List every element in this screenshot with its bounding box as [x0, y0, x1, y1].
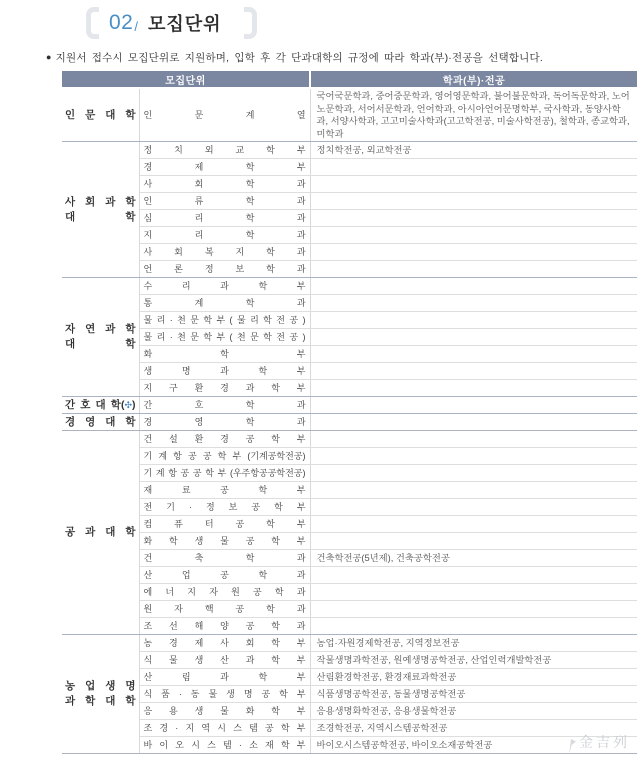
- table-row: [62, 703, 637, 720]
- watermark: [566, 732, 630, 756]
- department-cell: 경 제 학 부: [139, 159, 310, 176]
- table-row: [62, 278, 637, 295]
- table-row: [62, 618, 637, 635]
- page-title: 모집단위: [147, 14, 222, 34]
- department-cell: 조 경 · 지 역 시 스 템 공 학 부: [139, 720, 310, 737]
- majors-cell: [310, 346, 637, 363]
- department-cell: 화 학 생 물 공 학 부: [139, 533, 310, 550]
- department-cell: 응 용 생 물 화 학 부: [139, 703, 310, 720]
- section-title: [86, 5, 257, 41]
- majors-cell: [310, 397, 637, 414]
- table-row: [62, 448, 637, 465]
- department-cell: 간 호 학 과: [139, 397, 310, 414]
- majors-cell: [310, 448, 637, 465]
- table-row: [62, 482, 637, 499]
- department-cell: 사 회 학 과: [139, 176, 310, 193]
- majors-cell: [310, 295, 637, 312]
- majors-cell: [310, 159, 637, 176]
- majors-cell: [310, 567, 637, 584]
- majors-cell: 농업·자원경제학전공, 지역정보전공: [310, 635, 637, 652]
- table-row: [62, 686, 637, 703]
- table-body: [62, 88, 637, 757]
- table-row: [62, 210, 637, 227]
- majors-cell: [310, 380, 637, 397]
- watermark-text: 金吉列: [579, 734, 630, 750]
- header-majors: 학과(부)·전공: [310, 71, 637, 88]
- department-cell: 사 회 복 지 학 과: [139, 244, 310, 261]
- table-row: [62, 142, 637, 159]
- majors-cell: [310, 499, 637, 516]
- majors-cell: [310, 601, 637, 618]
- department-cell: 인 문 계 열: [139, 88, 310, 142]
- department-cell: 기 계 항 공 공 학 부 (우주항공공학전공): [139, 465, 310, 482]
- bullet-icon: ●: [46, 52, 52, 62]
- majors-cell: [310, 431, 637, 448]
- department-cell: 기 계 항 공 공 학 부 (기계공학전공): [139, 448, 310, 465]
- majors-cell: 산림환경학전공, 환경재료과학전공: [310, 669, 637, 686]
- department-cell: 통 계 학 과: [139, 295, 310, 312]
- department-cell: 생 명 과 학 부: [139, 363, 310, 380]
- department-cell: 수 리 과 학 부: [139, 278, 310, 295]
- college-cell: 농 업 생 명 과 학 대 학: [62, 635, 139, 754]
- table-row: [62, 295, 637, 312]
- watermark-logo-icon: [566, 738, 577, 756]
- nursing-cross-icon: ✣: [124, 399, 132, 410]
- table-row: [62, 244, 637, 261]
- table-row: [62, 346, 637, 363]
- table-header: [62, 71, 637, 88]
- table-row: [62, 635, 637, 652]
- majors-cell: [310, 533, 637, 550]
- majors-cell: 조경학전공, 지역시스템공학전공: [310, 720, 637, 737]
- department-cell: 화 학 부: [139, 346, 310, 363]
- majors-cell: [310, 244, 637, 261]
- department-cell: 건 축 학 과: [139, 550, 310, 567]
- department-cell: 산 림 과 학 부: [139, 669, 310, 686]
- header-recruitment-unit: 모집단위: [62, 71, 310, 88]
- majors-cell: 작물생명과학전공, 원예생명공학전공, 산업인력개발학전공: [310, 652, 637, 669]
- table-row: [62, 567, 637, 584]
- majors-cell: [310, 482, 637, 499]
- table-row: [62, 329, 637, 346]
- title-bracket-right-icon: [244, 7, 257, 39]
- department-cell: 원 자 핵 공 학 과: [139, 601, 310, 618]
- college-cell: 인 문 대 학: [62, 88, 139, 142]
- majors-cell: [310, 516, 637, 533]
- title-bracket-left-icon: [86, 7, 99, 39]
- table-row: [62, 465, 637, 482]
- department-cell: 언 론 정 보 학 과: [139, 261, 310, 278]
- department-cell: 산 업 공 학 과: [139, 567, 310, 584]
- majors-cell: 바이오시스템공학전공, 바이오소재공학전공: [310, 737, 637, 754]
- department-cell: 재 료 공 학 부: [139, 482, 310, 499]
- department-cell: 지 구 환 경 과 학 부: [139, 380, 310, 397]
- majors-cell: [310, 414, 637, 431]
- department-cell: 물 리 · 천 문 학 부 ( 천 문 학 전 공 ): [139, 329, 310, 346]
- department-cell: 식 물 생 산 과 학 부: [139, 652, 310, 669]
- table-row: [62, 88, 637, 142]
- table-row: [62, 601, 637, 618]
- section-number: 02: [109, 11, 134, 34]
- intro-text: 지원서 접수시 모집단위로 지원하며, 입학 후 각 단과대학의 규정에 따라 학과(부)·전공을 선택합니다.: [55, 52, 543, 64]
- majors-cell: [310, 261, 637, 278]
- department-cell: 건 설 환 경 공 학 부: [139, 431, 310, 448]
- majors-cell: 건축학전공(5년제), 건축공학전공: [310, 550, 637, 567]
- majors-cell: [310, 278, 637, 295]
- table-row: [62, 227, 637, 244]
- department-cell: 심 리 학 과: [139, 210, 310, 227]
- majors-cell: [310, 227, 637, 244]
- department-cell: 인 류 학 과: [139, 193, 310, 210]
- department-cell: 전 기 · 정 보 공 학 부: [139, 499, 310, 516]
- table-row: [62, 261, 637, 278]
- college-cell: 간 호 대 학(✣): [62, 397, 139, 414]
- department-cell: 지 리 학 과: [139, 227, 310, 244]
- table-row: [62, 312, 637, 329]
- college-cell: 공 과 대 학: [62, 431, 139, 635]
- college-cell: 사 회 과 학 대 학: [62, 142, 139, 278]
- college-cell: 경 영 대 학: [62, 414, 139, 431]
- table-row: [62, 431, 637, 448]
- table-row: [62, 176, 637, 193]
- table-row: [62, 516, 637, 533]
- intro-line: [46, 50, 631, 65]
- majors-cell: [310, 329, 637, 346]
- table-row: [62, 193, 637, 210]
- majors-cell: [310, 465, 637, 482]
- table-row: [62, 414, 637, 431]
- section-number-slash: /: [134, 18, 138, 34]
- table-row: [62, 652, 637, 669]
- department-cell: 에 너 지 자 원 공 학 과: [139, 584, 310, 601]
- table-row: [62, 499, 637, 516]
- watermark-dots: · · · · · ·: [579, 751, 629, 757]
- majors-cell: 응용생명화학전공, 응용생물학전공: [310, 703, 637, 720]
- table-row: [62, 159, 637, 176]
- majors-cell: [310, 176, 637, 193]
- table-row: [62, 584, 637, 601]
- majors-cell: [310, 363, 637, 380]
- table-row: [62, 533, 637, 550]
- department-cell: 바 이 오 시 스 템 · 소 재 학 부: [139, 737, 310, 754]
- table-row: [62, 397, 637, 414]
- table-row: [62, 737, 637, 754]
- majors-cell: 정치학전공, 외교학전공: [310, 142, 637, 159]
- majors-cell: [310, 312, 637, 329]
- table-row: [62, 363, 637, 380]
- college-cell: 자 연 과 학 대 학: [62, 278, 139, 397]
- department-cell: 정 치 외 교 학 부: [139, 142, 310, 159]
- recruitment-table: [62, 71, 637, 757]
- table-row: [62, 380, 637, 397]
- majors-cell: 식품생명공학전공, 동물생명공학전공: [310, 686, 637, 703]
- department-cell: 물 리 · 천 문 학 부 ( 물 리 학 전 공 ): [139, 312, 310, 329]
- majors-cell: [310, 210, 637, 227]
- department-cell: 조 선 해 양 공 학 과: [139, 618, 310, 635]
- department-cell: 경 영 학 과: [139, 414, 310, 431]
- majors-cell: [310, 618, 637, 635]
- department-cell: 농 경 제 사 회 학 부: [139, 635, 310, 652]
- majors-cell: 국어국문학과, 중어중문학과, 영어영문학과, 불어불문학과, 독어독문학과, 노어노문학과, 서어서문학과, 언어학과, 아시아언어문명학부, 국사학과, 동양사학과, 서양사학과, 고고미술사학과(고고학전공, 미술사학전공), 철학과, 종교학과, 미학과: [310, 88, 637, 142]
- majors-cell: [310, 584, 637, 601]
- department-cell: 컴 퓨 터 공 학 부: [139, 516, 310, 533]
- table-row: [62, 669, 637, 686]
- majors-cell: [310, 193, 637, 210]
- table-row: [62, 550, 637, 567]
- department-cell: 식 품 · 동 물 생 명 공 학 부: [139, 686, 310, 703]
- table-row: [62, 720, 637, 737]
